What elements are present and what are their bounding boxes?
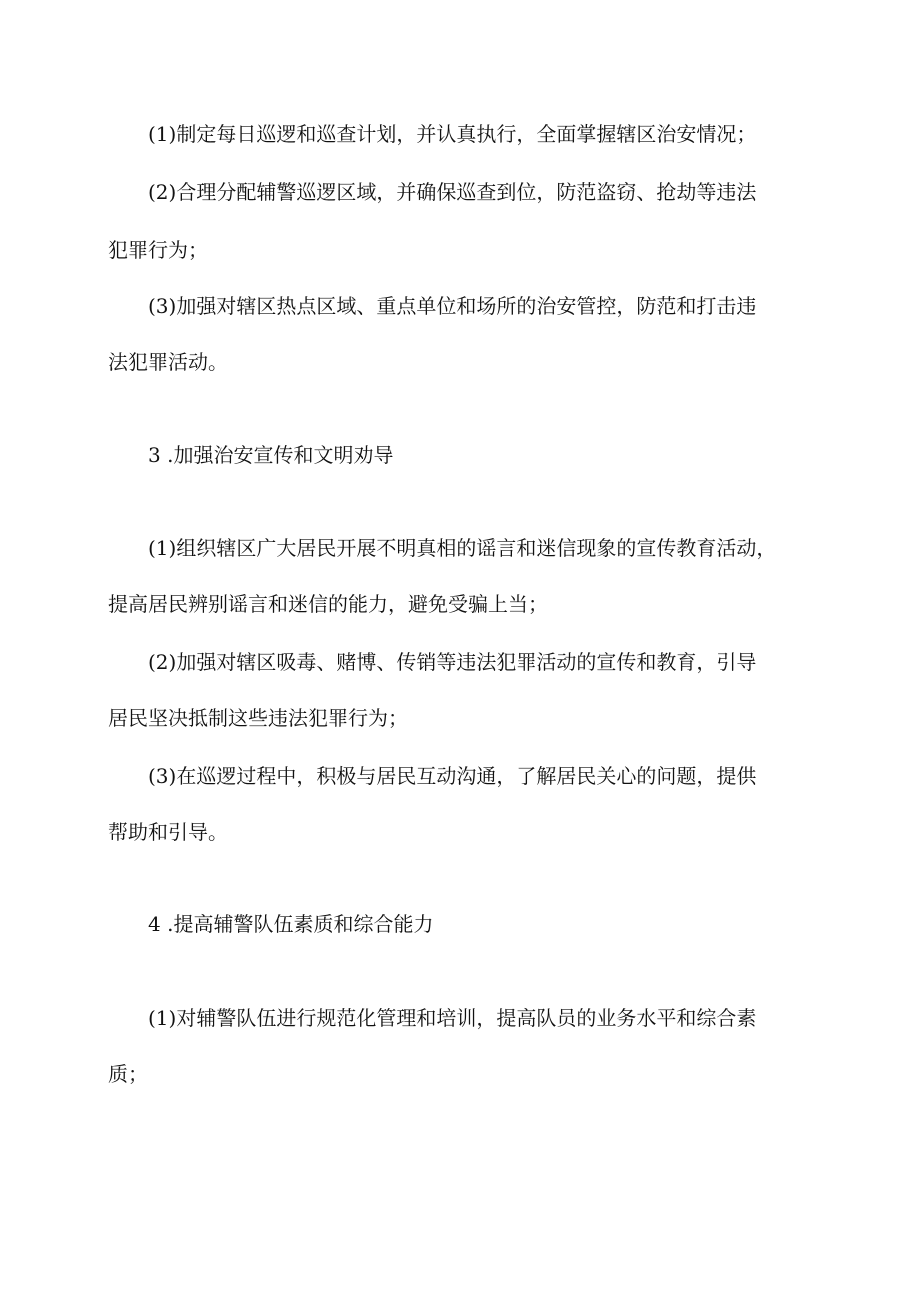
paragraph-line: 质； <box>108 1062 148 1086</box>
paragraph-line: (1)制定每日巡逻和巡查计划，并认真执行，全面掌握辖区治安情况； <box>148 122 757 146</box>
paragraph-line: (3)在巡逻过程中，积极与居民互动沟通，了解居民关心的问题，提供 <box>148 764 757 788</box>
paragraph-line: 犯罪行为； <box>108 238 208 262</box>
paragraph-line: (2)加强对辖区吸毒、赌博、传销等违法犯罪活动的宣传和教育，引导 <box>148 650 757 674</box>
paragraph-line: (2)合理分配辅警巡逻区域，并确保巡查到位，防范盗窃、抢劫等违法 <box>148 180 757 204</box>
section-heading: 4 .提高辅警队伍素质和综合能力 <box>148 912 434 936</box>
paragraph-line: 法犯罪活动。 <box>108 350 228 374</box>
paragraph-line: 提高居民辨别谣言和迷信的能力，避免受骗上当； <box>108 592 548 616</box>
paragraph-line: 帮助和引导。 <box>108 820 228 844</box>
paragraph-line: (1)组织辖区广大居民开展不明真相的谣言和迷信现象的宣传教育活动， <box>148 536 777 560</box>
paragraph-line: (3)加强对辖区热点区域、重点单位和场所的治安管控，防范和打击违 <box>148 294 757 318</box>
section-heading: 3 .加强治安宣传和文明劝导 <box>148 443 394 467</box>
paragraph-line: 居民坚决抵制这些违法犯罪行为； <box>108 706 408 730</box>
paragraph-line: (1)对辅警队伍进行规范化管理和培训，提高队员的业务水平和综合素 <box>148 1006 757 1030</box>
